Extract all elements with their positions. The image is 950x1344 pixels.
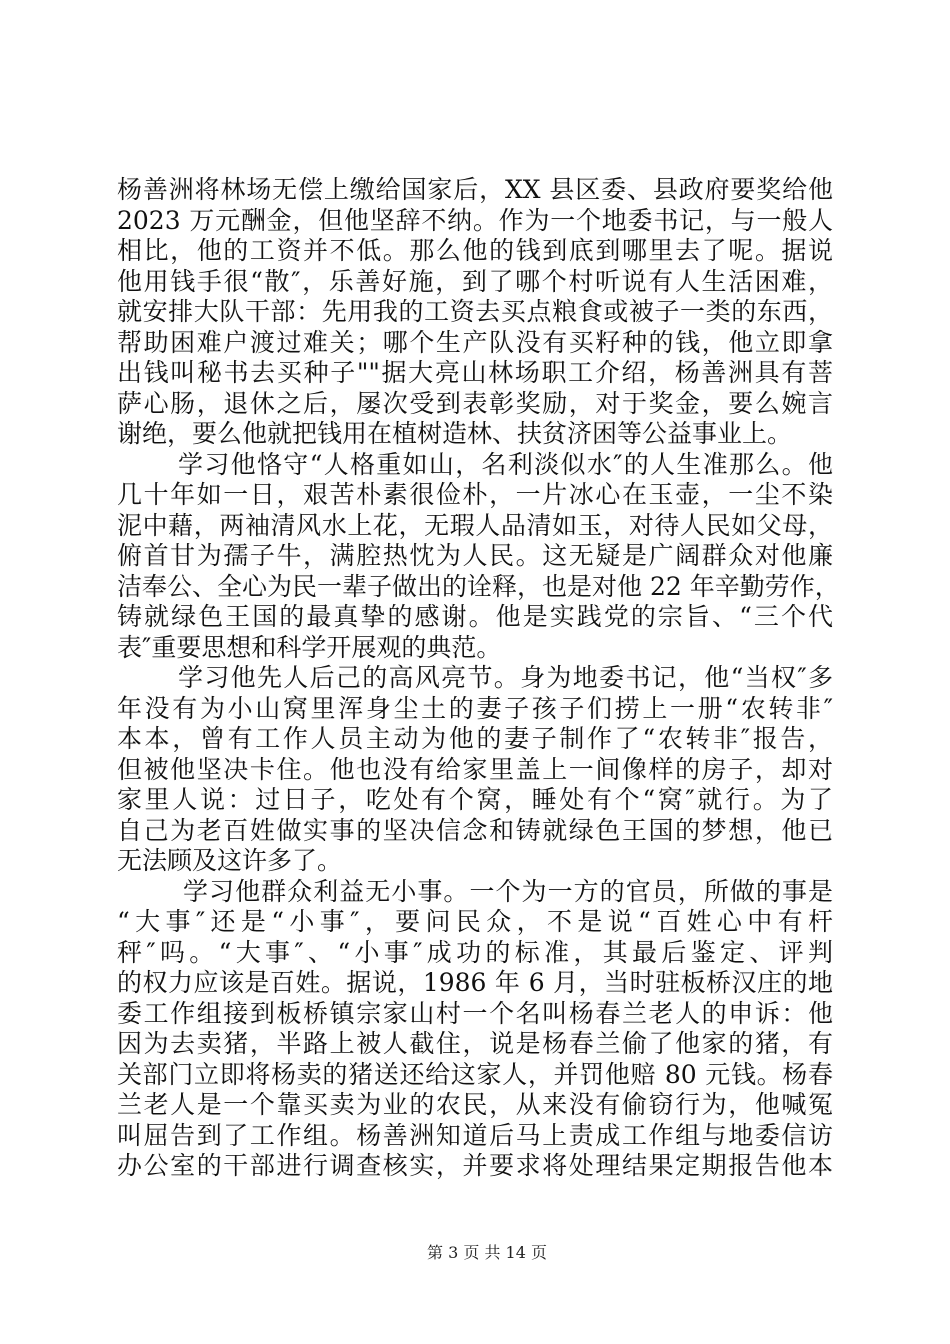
text-line: 自己为老百姓做实事的坚决信念和铸就绿色王国的梦想，他已 xyxy=(117,815,833,845)
text-line: 年没有为小山窝里浑身尘土的妻子孩子们捞上一册“农转非″ xyxy=(117,693,833,723)
paragraph-1 xyxy=(117,175,833,450)
text-line: 家里人说：过日子，吃处有个窝，睡处有个“窝″就行。为了 xyxy=(117,785,833,814)
text-line: 学习他先人后己的高风亮节。身为地委书记，他“当权″多 xyxy=(178,663,833,692)
text-line: 杨善洲将林场无偿上缴给国家后，XX 县区委、县政府要奖给他 xyxy=(117,175,833,204)
text-line: 本本，曾有工作人员主动为他的妻子制作了“农转非″报告， xyxy=(117,724,833,753)
text-line: 萨心肠，退休之后，屡次受到表彰奖励，对于奖金，要么婉言 xyxy=(117,388,833,418)
text-line: 的权力应该是百姓。据说，1986 年 6 月，当时驻板桥汉庄的地 xyxy=(117,968,833,997)
text-line: 关部门立即将杨卖的猪送还给这家人，并罚他赔 80 元钱。杨春 xyxy=(117,1059,833,1089)
text-line: 谢绝，要么他就把钱用在植树造林、扶贫济困等公益事业上。 xyxy=(117,419,793,448)
text-line: 相比，他的工资并不低。那么他的钱到底到哪里去了呢。据说 xyxy=(117,236,833,265)
paragraph-4 xyxy=(117,877,833,1182)
text-line: 2023 万元酬金，但他坚辞不纳。作为一个地委书记，与一般人 xyxy=(117,205,833,235)
text-line: 但被他坚决卡住。他也没有给家里盖上一间像样的房子，却对 xyxy=(117,754,833,784)
text-line: 泥中藉，两袖清风水上花，无瑕人品清如玉，对待人民如父母， xyxy=(117,510,833,540)
text-line: 学习他群众利益无小事。一个为一方的官员，所做的事是 xyxy=(183,876,833,906)
paragraph-2 xyxy=(117,449,840,664)
text-line: 帮助困难户渡过难关；哪个生产队没有买籽种的钱，他立即拿 xyxy=(117,327,833,357)
text-line: 洁奉公、全心为民一辈子做出的诠释，也是对他 22 年辛勤劳作， xyxy=(117,571,840,601)
text-line: 俯首甘为孺子牛，满腔热忱为人民。这无疑是广阔群众对他廉 xyxy=(117,541,833,570)
text-line: 办公室的干部进行调查核实，并要求将处理结果定期报告他本 xyxy=(117,1151,833,1180)
text-line: 铸就绿色王国的最真挚的感谢。他是实践党的宗旨、“三个代 xyxy=(117,602,833,631)
text-line: 就安排大队干部：先用我的工资去买点粮食或被子一类的东西， xyxy=(117,297,833,326)
text-line: 兰老人是一个靠买卖为业的农民，从来没有偷窃行为，他喊冤 xyxy=(117,1090,833,1119)
text-line: 叫屈告到了工作组。杨善洲知道后马上责成工作组与地委信访 xyxy=(117,1120,833,1150)
text-line: 因为去卖猪，半路上被人截住，说是杨春兰偷了他家的猪，有 xyxy=(117,1029,833,1058)
paragraph-3 xyxy=(117,663,833,877)
text-line: 秤″吗。“大事″、“小事″成功的标准，其最后鉴定、评判 xyxy=(117,937,833,967)
text-line: 无法顾及这许多了。 xyxy=(117,846,343,875)
text-line: 几十年如一日，艰苦朴素很俭朴，一片冰心在玉壶，一尘不染 xyxy=(117,480,833,509)
text-line: “大事″还是“小事″，要问民众，不是说“百姓心中有杆 xyxy=(117,907,833,936)
document-body xyxy=(117,175,840,1182)
text-line: 委工作组接到板桥镇宗家山村一个名叫杨春兰老人的申诉：他 xyxy=(117,998,833,1028)
page-footer: 第 3 页 共 14 页 xyxy=(427,1243,547,1262)
text-line: 出钱叫秘书去买种子""据大亮山林场职工介绍，杨善洲具有菩 xyxy=(117,358,833,387)
text-line: 他用钱手很“散″，乐善好施，到了哪个村听说有人生活困难， xyxy=(117,266,833,296)
text-line: 学习他恪守“人格重如山，名利淡似水″的人生准那么。他 xyxy=(178,449,833,479)
text-line: 表″重要思想和科学开展观的典范。 xyxy=(117,632,502,662)
